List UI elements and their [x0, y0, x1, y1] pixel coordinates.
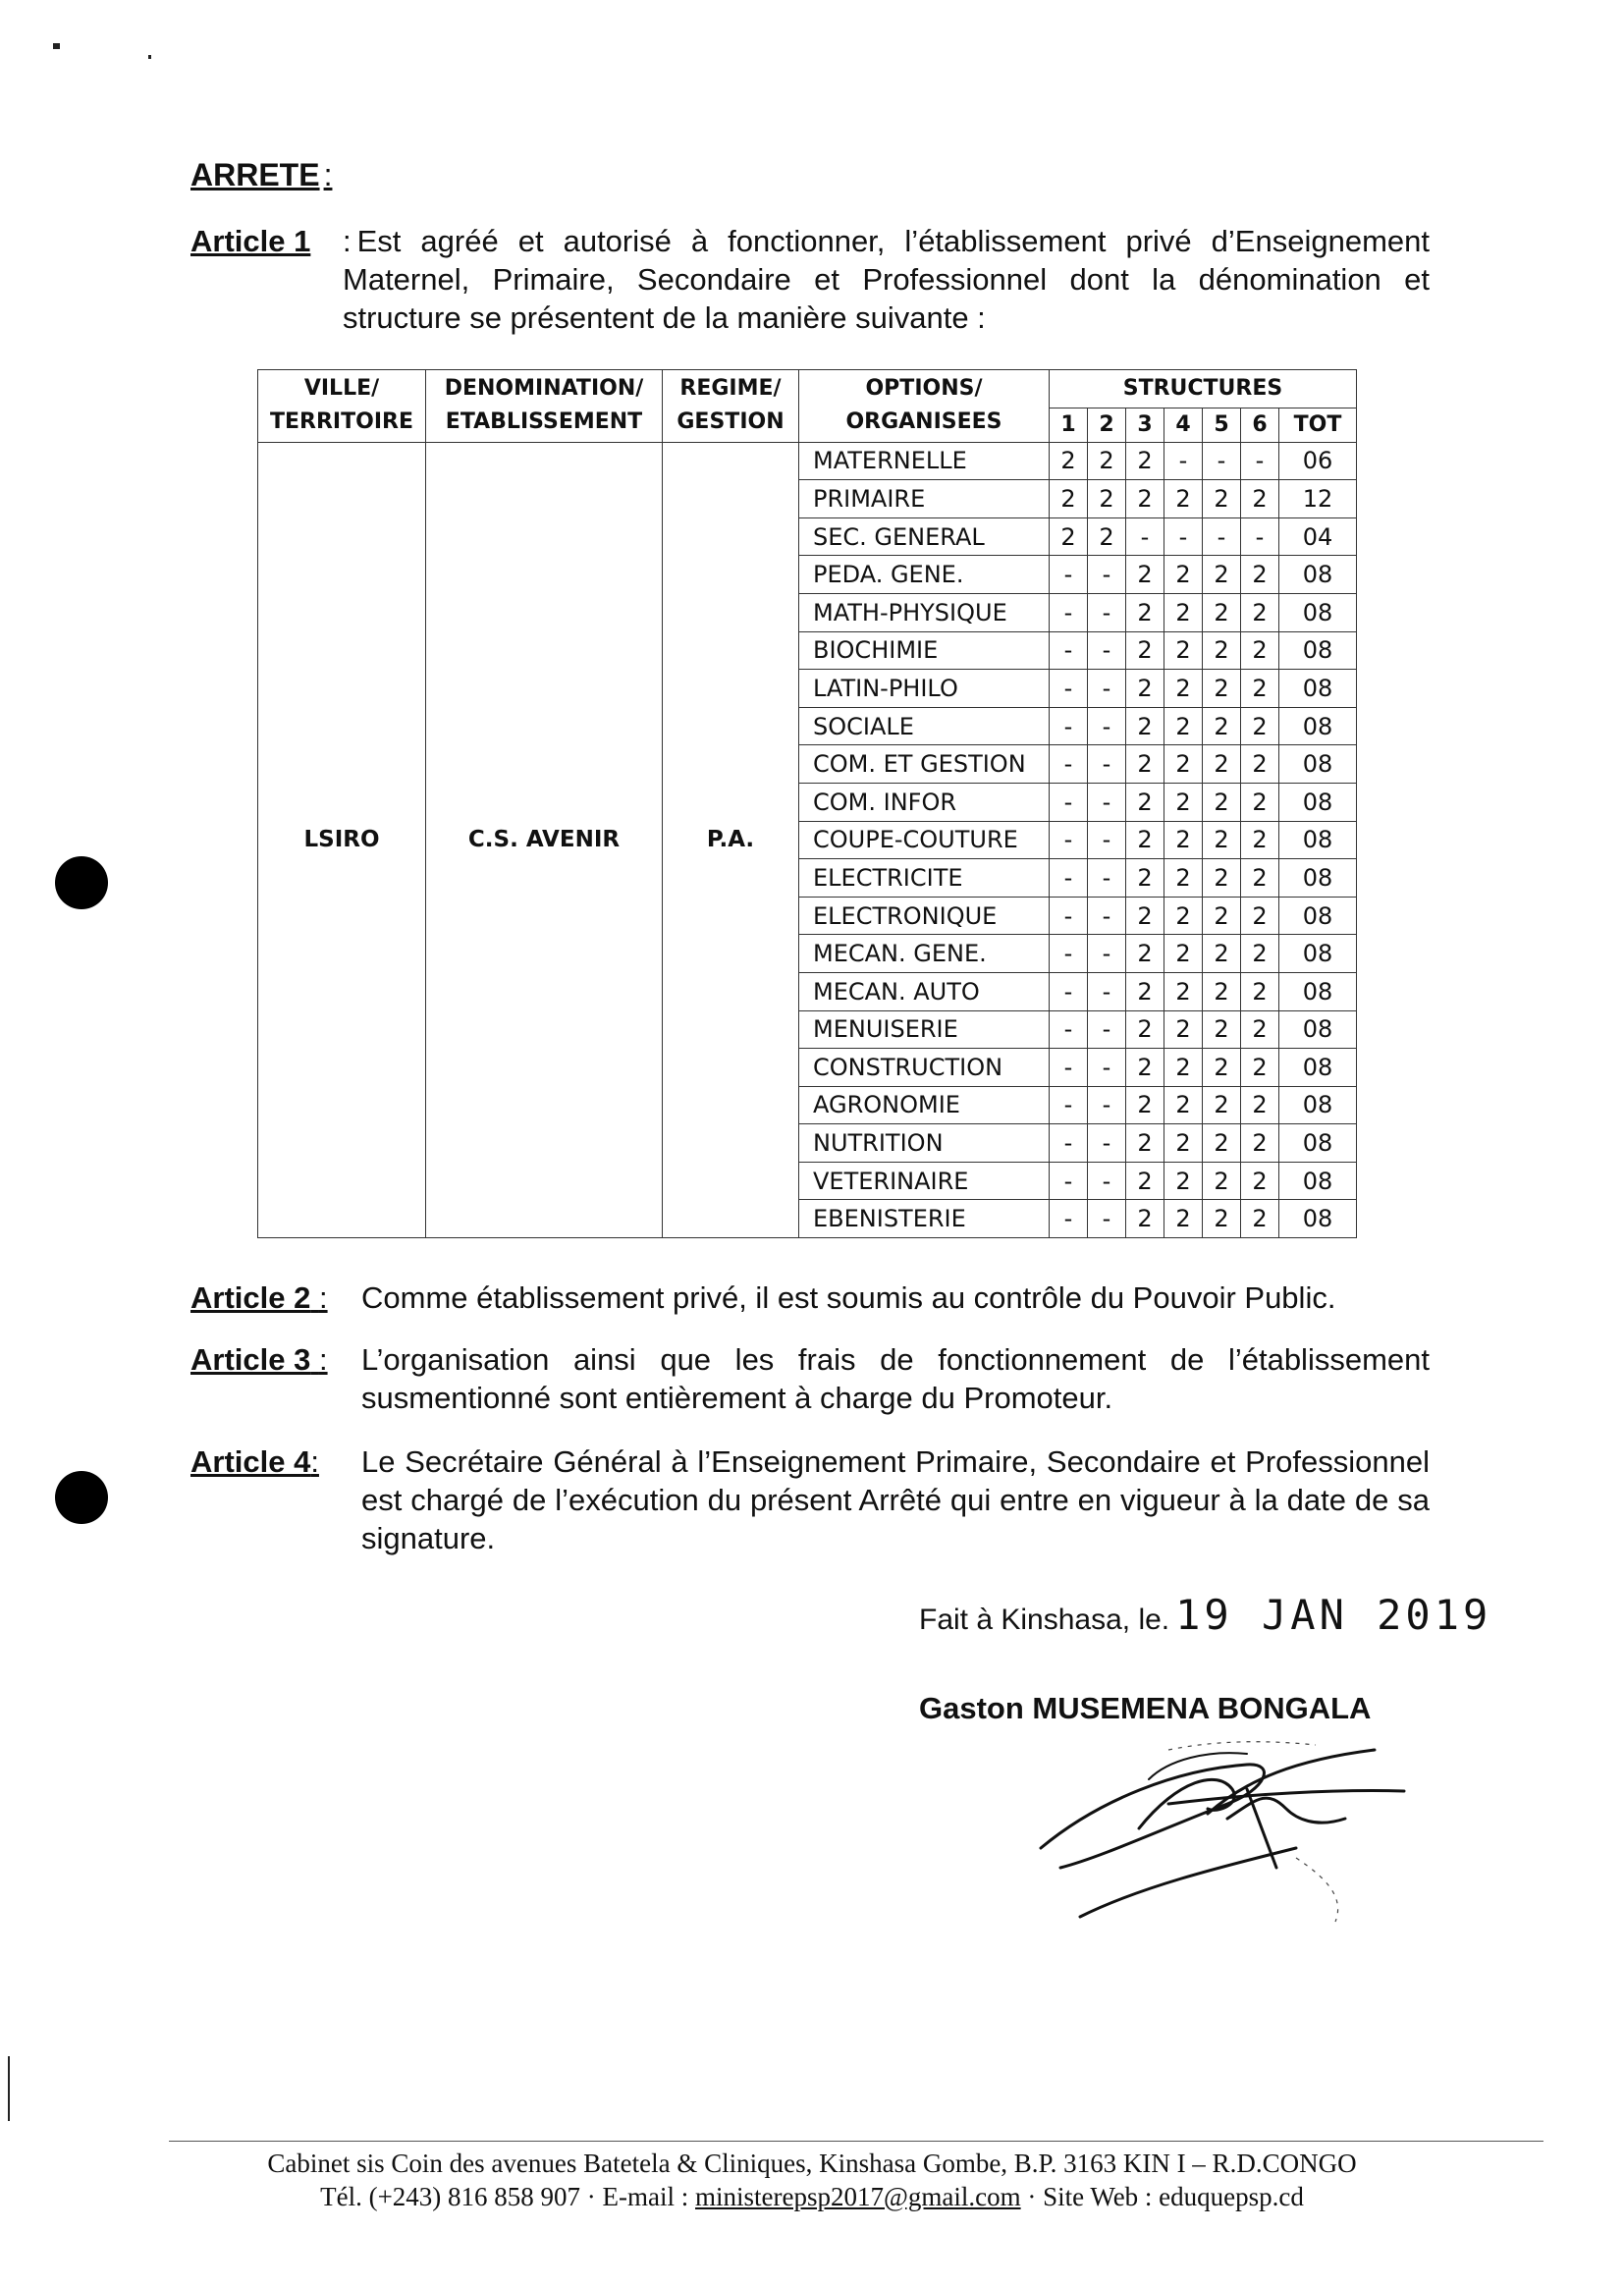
article-label: Article 2 : [190, 1280, 328, 1315]
cell-structure: 2 [1203, 480, 1241, 518]
cell-structure: 2 [1203, 1162, 1241, 1200]
cell-structure: 2 [1126, 1049, 1164, 1087]
header-structure-col: TOT [1279, 408, 1357, 442]
header-structure-col: 5 [1203, 408, 1241, 442]
cell-total: 08 [1279, 897, 1357, 935]
cell-total: 08 [1279, 821, 1357, 859]
cell-structure: 2 [1241, 859, 1279, 898]
cell-structure: - [1050, 935, 1088, 973]
cell-total: 08 [1279, 1200, 1357, 1238]
cell-structure: - [1088, 935, 1126, 973]
cell-structure: 2 [1126, 1162, 1164, 1200]
cell-structure: 2 [1203, 1124, 1241, 1163]
header-regime: REGIME/ GESTION [663, 370, 799, 443]
header-structure-col: 3 [1126, 408, 1164, 442]
cell-option: VETERINAIRE [799, 1162, 1050, 1200]
article-2 [190, 1279, 1430, 1317]
cell-structure: - [1126, 517, 1164, 556]
cell-structure: 2 [1241, 821, 1279, 859]
cell-structure: - [1203, 517, 1241, 556]
punch-hole [55, 1471, 108, 1524]
cell-structure: - [1203, 442, 1241, 480]
signer-name: Gaston MUSEMENA BONGALA [919, 1691, 1372, 1725]
header-structure-col: 1 [1050, 408, 1088, 442]
cell-structure: - [1050, 1124, 1088, 1163]
cell-option: MENUISERIE [799, 1010, 1050, 1049]
scan-edge-mark [8, 2056, 10, 2121]
article-label: Article 4: [190, 1444, 319, 1479]
cell-structure: 2 [1164, 1162, 1203, 1200]
cell-structure: - [1050, 1086, 1088, 1124]
cell-structure: - [1088, 670, 1126, 708]
cell-structure: - [1164, 517, 1203, 556]
cell-option: PRIMAIRE [799, 480, 1050, 518]
cell-option: MECAN. AUTO [799, 972, 1050, 1010]
cell-structure: - [1088, 972, 1126, 1010]
cell-ville: LSIRO [258, 442, 426, 1237]
cell-total: 08 [1279, 1049, 1357, 1087]
cell-structure: 2 [1126, 1086, 1164, 1124]
cell-total: 08 [1279, 556, 1357, 594]
cell-structure: 2 [1126, 593, 1164, 631]
cell-structure: - [1088, 783, 1126, 821]
cell-structure: 2 [1164, 935, 1203, 973]
cell-structure: 2 [1203, 1049, 1241, 1087]
handwritten-signature [1021, 1720, 1434, 1936]
cell-structure: 2 [1126, 745, 1164, 784]
cell-structure: - [1050, 1200, 1088, 1238]
cell-structure: 2 [1088, 480, 1126, 518]
cell-structure: - [1088, 1010, 1126, 1049]
cell-total: 08 [1279, 631, 1357, 670]
cell-structure: 2 [1126, 972, 1164, 1010]
cell-structure: 2 [1126, 935, 1164, 973]
cell-structure: 2 [1203, 707, 1241, 745]
cell-structure: 2 [1126, 631, 1164, 670]
cell-structure: 2 [1241, 935, 1279, 973]
cell-structure: - [1241, 442, 1279, 480]
article-1 [190, 222, 1430, 337]
header-structure-col: 6 [1241, 408, 1279, 442]
cell-structure: 2 [1241, 707, 1279, 745]
article-label: Article 3 : [190, 1342, 328, 1377]
table-row [258, 442, 1357, 480]
structure-table [257, 369, 1357, 1238]
article-3 [190, 1340, 1430, 1417]
cell-structure: - [1050, 897, 1088, 935]
cell-structure: 2 [1164, 972, 1203, 1010]
cell-structure: 2 [1050, 442, 1088, 480]
cell-structure: 2 [1164, 859, 1203, 898]
cell-structure: - [1088, 1049, 1126, 1087]
cell-structure: 2 [1241, 556, 1279, 594]
cell-structure: 2 [1164, 707, 1203, 745]
header-structures: STRUCTURES [1050, 370, 1357, 408]
cell-structure: - [1050, 745, 1088, 784]
cell-structure: 2 [1126, 670, 1164, 708]
footer-divider [169, 2141, 1543, 2142]
cell-structure: 2 [1164, 480, 1203, 518]
cell-structure: 2 [1126, 821, 1164, 859]
cell-structure: 2 [1203, 897, 1241, 935]
cell-option: MECAN. GENE. [799, 935, 1050, 973]
cell-structure: 2 [1241, 1162, 1279, 1200]
cell-total: 08 [1279, 1086, 1357, 1124]
cell-structure: 2 [1126, 707, 1164, 745]
cell-total: 08 [1279, 745, 1357, 784]
cell-structure: - [1088, 897, 1126, 935]
article-label: Article 1 [190, 224, 311, 258]
cell-option: ELECTRONIQUE [799, 897, 1050, 935]
cell-structure: - [1050, 1010, 1088, 1049]
cell-structure: - [1088, 745, 1126, 784]
cell-total: 08 [1279, 859, 1357, 898]
cell-structure: - [1050, 821, 1088, 859]
cell-structure: 2 [1241, 972, 1279, 1010]
cell-structure: 2 [1203, 631, 1241, 670]
cell-structure: - [1088, 707, 1126, 745]
cell-structure: 2 [1088, 517, 1126, 556]
cell-option: BIOCHIMIE [799, 631, 1050, 670]
cell-total: 08 [1279, 935, 1357, 973]
cell-structure: - [1050, 972, 1088, 1010]
cell-total: 08 [1279, 1124, 1357, 1163]
cell-option: CONSTRUCTION [799, 1049, 1050, 1087]
article-4 [190, 1442, 1430, 1557]
cell-option: PEDA. GENE. [799, 556, 1050, 594]
cell-structure: 2 [1203, 859, 1241, 898]
cell-total: 12 [1279, 480, 1357, 518]
cell-structure: 2 [1164, 1086, 1203, 1124]
header-options: OPTIONS/ ORGANISEES [799, 370, 1050, 443]
cell-option: SOCIALE [799, 707, 1050, 745]
cell-structure: 2 [1126, 1200, 1164, 1238]
cell-structure: 2 [1241, 1124, 1279, 1163]
cell-structure: - [1241, 517, 1279, 556]
article-text: L’organisation ainsi que les frais de fonctionnement de l’établissement susmentionné sont entièrement à charge du Promoteur. [361, 1342, 1430, 1415]
cell-structure: 2 [1203, 745, 1241, 784]
cell-structure: 2 [1050, 480, 1088, 518]
cell-structure: 2 [1241, 480, 1279, 518]
cell-structure: 2 [1126, 1124, 1164, 1163]
cell-structure: - [1088, 1124, 1126, 1163]
cell-total: 04 [1279, 517, 1357, 556]
header-structure-col: 2 [1088, 408, 1126, 442]
cell-structure: 2 [1203, 972, 1241, 1010]
cell-option: EBENISTERIE [799, 1200, 1050, 1238]
footer-email: ministerepsp2017@gmail.com [695, 2182, 1021, 2211]
cell-option: LATIN-PHILO [799, 670, 1050, 708]
cell-total: 08 [1279, 593, 1357, 631]
cell-structure: - [1164, 442, 1203, 480]
scan-speck [53, 43, 60, 49]
cell-option: COUPE-COUTURE [799, 821, 1050, 859]
header-structure-col: 4 [1164, 408, 1203, 442]
cell-option: COM. INFOR [799, 783, 1050, 821]
place-date: Fait à Kinshasa, le. 19 JAN 2019 [919, 1591, 1492, 1639]
cell-structure: 2 [1241, 1049, 1279, 1087]
cell-structure: 2 [1203, 783, 1241, 821]
cell-structure: - [1088, 556, 1126, 594]
scan-speck [148, 55, 151, 59]
article-text: Comme établissement privé, il est soumis au contrôle du Pouvoir Public. [361, 1280, 1336, 1315]
cell-structure: 2 [1088, 442, 1126, 480]
cell-structure: 2 [1126, 480, 1164, 518]
cell-structure: 2 [1241, 745, 1279, 784]
cell-structure: 2 [1241, 670, 1279, 708]
cell-structure: - [1050, 1049, 1088, 1087]
cell-structure: 2 [1164, 1049, 1203, 1087]
cell-structure: 2 [1126, 442, 1164, 480]
cell-structure: 2 [1241, 631, 1279, 670]
cell-structure: 2 [1126, 1010, 1164, 1049]
cell-structure: 2 [1203, 593, 1241, 631]
cell-structure: - [1050, 631, 1088, 670]
cell-total: 08 [1279, 1162, 1357, 1200]
article-text: : Est agréé et autorisé à fonctionner, l’établissement privé d’Enseignement Maternel, Primaire, Secondaire et Professionnel dont la dénomination et structure se présentent de la manière suivante : [343, 224, 1430, 335]
footer-address: Cabinet sis Coin des avenues Batetela & Cliniques, Kinshasa Gombe, B.P. 3163 KIN I – R.D.CONGO [267, 2149, 1357, 2178]
cell-total: 08 [1279, 972, 1357, 1010]
cell-structure: 2 [1203, 935, 1241, 973]
section-heading: ARRETE : [190, 157, 333, 192]
date-stamp: 19 JAN 2019 [1175, 1591, 1492, 1639]
cell-option: AGRONOMIE [799, 1086, 1050, 1124]
cell-structure: 2 [1164, 556, 1203, 594]
cell-structure: - [1050, 556, 1088, 594]
cell-structure: 2 [1126, 859, 1164, 898]
cell-structure: 2 [1241, 1200, 1279, 1238]
cell-structure: 2 [1241, 1086, 1279, 1124]
cell-structure: - [1050, 783, 1088, 821]
cell-structure: 2 [1126, 897, 1164, 935]
cell-structure: 2 [1164, 783, 1203, 821]
cell-structure: - [1050, 670, 1088, 708]
cell-structure: 2 [1164, 670, 1203, 708]
cell-option: ELECTRICITE [799, 859, 1050, 898]
cell-structure: - [1088, 593, 1126, 631]
cell-structure: - [1088, 821, 1126, 859]
cell-structure: - [1050, 1162, 1088, 1200]
cell-option: MATH-PHYSIQUE [799, 593, 1050, 631]
cell-total: 08 [1279, 1010, 1357, 1049]
cell-structure: - [1050, 859, 1088, 898]
article-text: Le Secrétaire Général à l’Enseignement Primaire, Secondaire et Professionnel est chargé de l’exécution du présent Arrêté qui entre en vigueur à la date de sa signature. [361, 1444, 1430, 1555]
cell-structure: - [1050, 707, 1088, 745]
cell-structure: 2 [1126, 783, 1164, 821]
cell-structure: 2 [1164, 897, 1203, 935]
cell-structure: 2 [1164, 593, 1203, 631]
cell-structure: 2 [1126, 556, 1164, 594]
cell-structure: 2 [1241, 783, 1279, 821]
cell-structure: - [1088, 1086, 1126, 1124]
cell-structure: 2 [1050, 517, 1088, 556]
cell-structure: - [1088, 631, 1126, 670]
cell-structure: 2 [1241, 593, 1279, 631]
cell-structure: 2 [1164, 1010, 1203, 1049]
cell-structure: - [1050, 593, 1088, 631]
cell-structure: 2 [1203, 670, 1241, 708]
cell-option: MATERNELLE [799, 442, 1050, 480]
cell-regime: P.A. [663, 442, 799, 1237]
cell-structure: 2 [1203, 1010, 1241, 1049]
cell-structure: 2 [1164, 1124, 1203, 1163]
cell-option: NUTRITION [799, 1124, 1050, 1163]
cell-structure: 2 [1164, 1200, 1203, 1238]
cell-structure: 2 [1203, 1086, 1241, 1124]
cell-structure: 2 [1241, 1010, 1279, 1049]
cell-denomination: C.S. AVENIR [426, 442, 663, 1237]
cell-structure: 2 [1241, 897, 1279, 935]
cell-option: SEC. GENERAL [799, 517, 1050, 556]
cell-total: 06 [1279, 442, 1357, 480]
header-denomination: DENOMINATION/ ETABLISSEMENT [426, 370, 663, 443]
cell-total: 08 [1279, 783, 1357, 821]
cell-option: COM. ET GESTION [799, 745, 1050, 784]
footer-contacts: Tél. (+243) 816 858 907 · E-mail : ministerepsp2017@gmail.com · Site Web : eduquepsp.cd [320, 2182, 1304, 2211]
cell-structure: - [1088, 1162, 1126, 1200]
cell-structure: 2 [1203, 556, 1241, 594]
cell-total: 08 [1279, 707, 1357, 745]
cell-structure: 2 [1164, 631, 1203, 670]
cell-structure: 2 [1203, 821, 1241, 859]
cell-structure: - [1088, 859, 1126, 898]
cell-structure: - [1088, 1200, 1126, 1238]
punch-hole [55, 856, 108, 909]
cell-total: 08 [1279, 670, 1357, 708]
cell-structure: 2 [1164, 745, 1203, 784]
cell-structure: 2 [1164, 821, 1203, 859]
cell-structure: 2 [1203, 1200, 1241, 1238]
header-ville: VILLE/ TERRITOIRE [258, 370, 426, 443]
